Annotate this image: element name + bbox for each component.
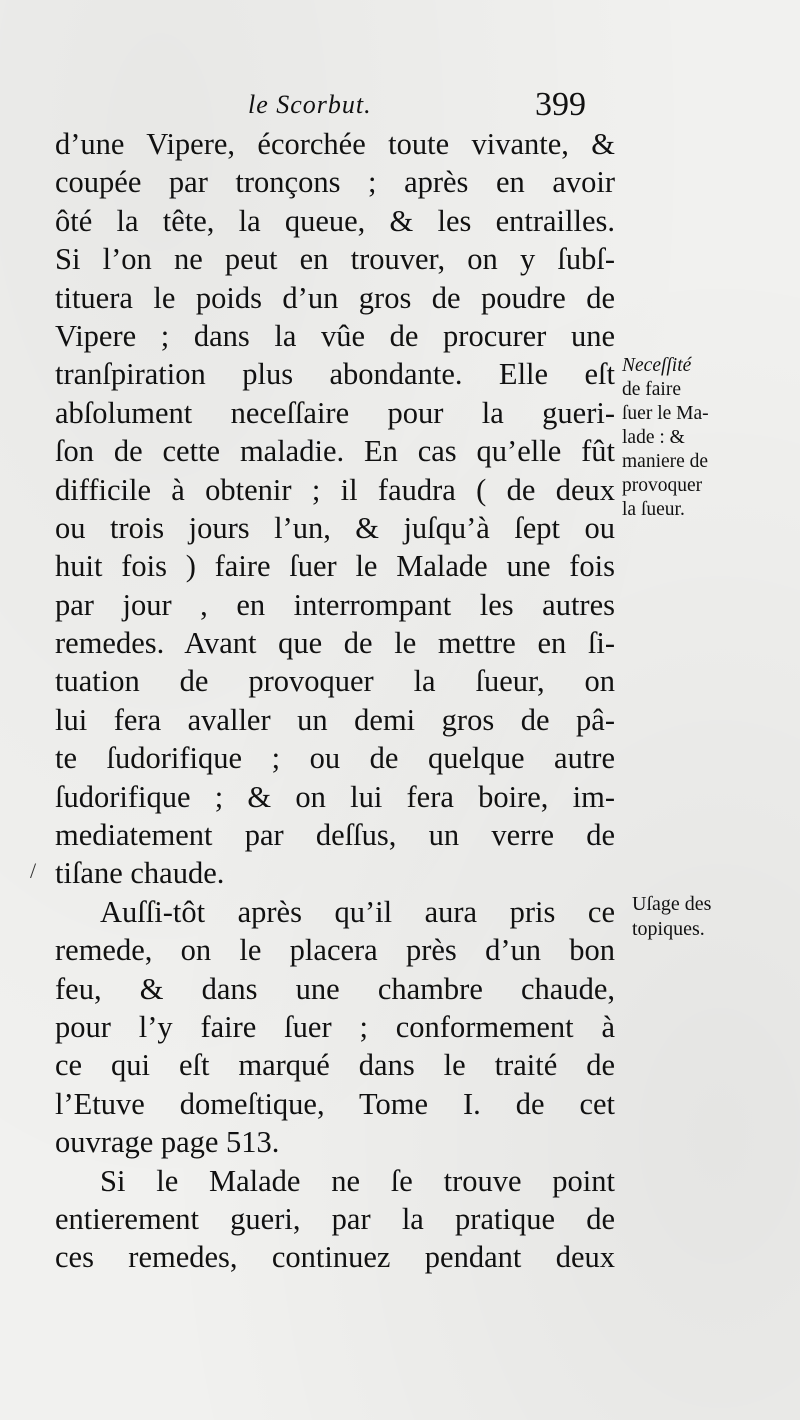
body-line: ces remedes, continuez pendant deux (55, 1240, 615, 1275)
page-number: 399 (535, 86, 586, 123)
margin-note-sweating (622, 354, 709, 522)
stray-ink-mark: / (30, 858, 37, 883)
body-line: ſudorifique ; & on lui fera boire, im- (55, 779, 615, 814)
body-line: ouvrage page 513. (55, 1125, 280, 1160)
body-line: te ſudorifique ; ou de quelque autre (55, 741, 615, 776)
body-line: huit fois ) faire ſuer le Malade une fois (55, 549, 615, 584)
body-line: tuation de provoquer la ſueur, on (55, 664, 615, 699)
body-line: remede, on le placera près d’un bon (55, 933, 615, 968)
margin-note-line: Neceſſité (622, 355, 692, 376)
body-line: pour l’y faire ſuer ; conformement à (55, 1009, 615, 1044)
margin-note-line: la ſueur. (622, 499, 685, 520)
margin-note-line: lade : & (622, 427, 685, 448)
margin-note-line: topiques. (632, 918, 705, 940)
margin-note-line: de faire (622, 379, 681, 400)
body-line: difficile à obtenir ; il faudra ( de deux (55, 472, 615, 507)
body-line: tiſane chaude. (55, 856, 225, 891)
body-line: coupée par tronçons ; après en avoir (55, 165, 615, 200)
body-text (55, 125, 615, 1277)
body-line: abſolument neceſſaire pour la gueri- (55, 395, 615, 430)
margin-note-topicals (632, 892, 711, 942)
body-line: lui fera avaller un demi gros de pâ- (55, 702, 615, 737)
body-line: remedes. Avant que de le mettre en ſi- (55, 626, 615, 661)
body-line: mediatement par deſſus, un verre de (55, 818, 615, 853)
body-line: par jour , en interrompant les autres (55, 587, 615, 622)
margin-note-line: maniere de (622, 451, 709, 472)
body-line: feu, & dans une chambre chaude, (55, 971, 615, 1006)
body-line: entierement gueri, par la pratique de (55, 1201, 615, 1236)
body-line: tituera le poids d’un gros de poudre de (55, 280, 615, 315)
body-line: ôté la tête, la queue, & les entrailles. (55, 203, 615, 238)
body-line: Auſſi-tôt après qu’il aura pris ce (100, 894, 615, 929)
body-line: tranſpiration plus abondante. Elle eſt (55, 357, 615, 392)
body-line: Vipere ; dans la vûe de procurer une (55, 318, 615, 353)
body-line: l’Etuve domeſtique, Tome I. de cet (55, 1086, 615, 1121)
body-line: ou trois jours l’un, & juſqu’à ſept ou (55, 510, 615, 545)
body-line: ſon de cette maladie. En cas qu’elle fût (55, 434, 615, 469)
body-line: Si l’on ne peut en trouver, on y ſubſ- (55, 242, 615, 277)
margin-note-line: provoquer (622, 475, 703, 496)
running-head: le Scorbut. (248, 90, 372, 119)
body-line: d’une Vipere, écorchée toute vivante, & (55, 127, 615, 161)
body-line: ce qui eſt marqué dans le traité de (55, 1048, 615, 1083)
margin-note-line: ſuer le Ma- (622, 403, 709, 424)
body-line: Si le Malade ne ſe trouve point (100, 1163, 615, 1198)
margin-note-line: Uſage des (632, 893, 712, 915)
